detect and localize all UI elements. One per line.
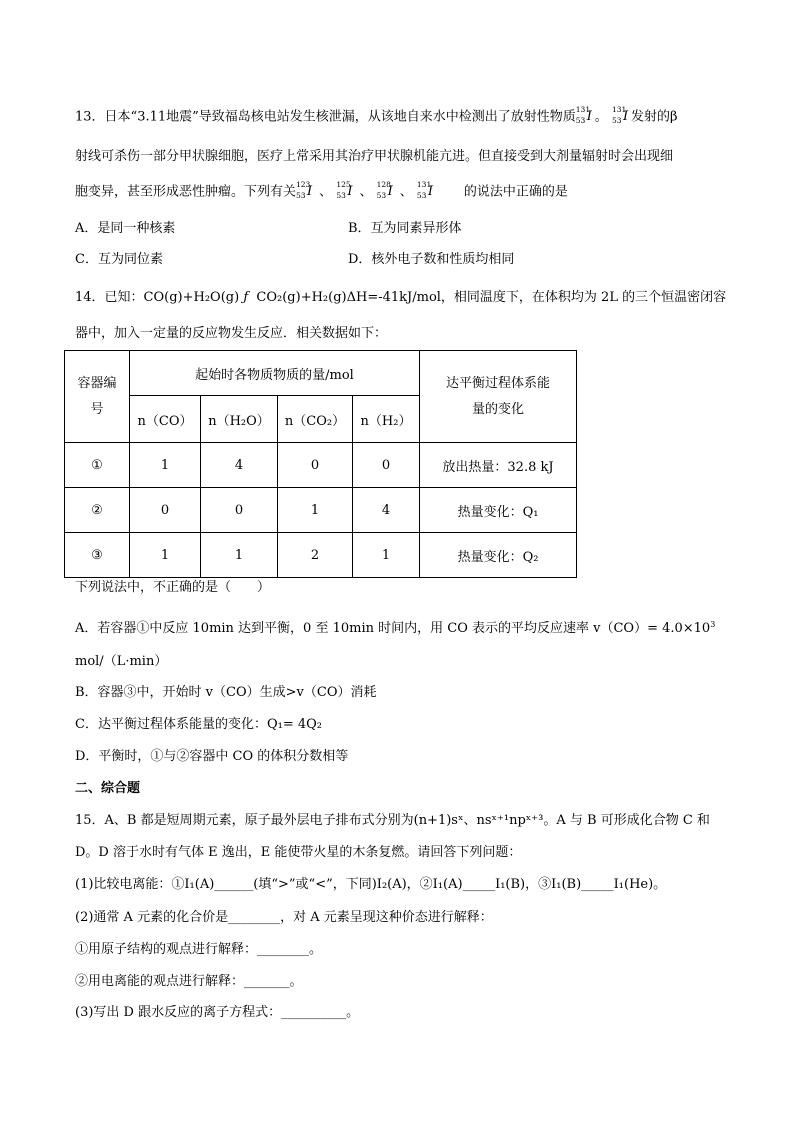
q13-line-1: 13．日本“3.11地震”导致福岛核电站发生核泄漏，从该地自来水中检测出了放射性物质 131 53 I 。 131 53 I 发射的β — [75, 105, 678, 125]
header-energy-change: 达平衡过程体系能量的变化 — [420, 351, 577, 443]
q13-option-c: C．互为同位素 — [75, 252, 163, 267]
table-row: ② 0 0 1 4 热量变化：Q₁ — [65, 488, 577, 533]
q14-option-a: A．若容器①中反应 10min 达到平衡，0 至 10min 时间内，用 CO 表示的平均反应速率 $v(CO)= 4.0\times 10^3$ — [75, 620, 716, 636]
q15-part-2-i: ①用原子结构的观点进行解释：________。 — [75, 942, 323, 957]
nuclide-i128: 128 53 I — [376, 180, 393, 200]
table-row: ③ 1 1 2 1 热量变化：Q₂ — [65, 533, 577, 578]
q15-part-2: (2)通常 A 元素的化合价是________，对 A 元素呈现这种价态进行解释： — [75, 910, 493, 925]
q15-line-1: 15．A、B 都是短周期元素，原子最外层电子排布式分别为(n+1)sˣ、nsˣ⁺¹npˣ⁺³。A 与 B 可形成化合物 C 和 — [75, 813, 710, 828]
table-row: ① 1 4 0 0 放出热量：32.8 kJ — [65, 443, 577, 488]
q15-part-3: (3)写出 D 跟水反应的离子方程式：__________。 — [75, 1005, 360, 1020]
section-heading: 二、综合题 — [75, 781, 141, 796]
nuclide-i125: 125 53 I — [336, 180, 353, 200]
q13-option-a: A．是同一种核素 — [75, 221, 176, 236]
col-n-co: n（CO） — [130, 396, 201, 443]
q14-stem-2: 器中，加入一定量的反应物发生反应．相关数据如下： — [75, 326, 388, 341]
reaction-data-table — [64, 350, 577, 578]
q14-option-a-unit: mol/（L·min） — [75, 654, 168, 669]
col-n-co2: n（CO₂） — [278, 396, 353, 443]
q15-line-2: D。D 溶于水时有气体 E 逸出，E 能使带火星的木条复燃。请回答下列问题： — [75, 845, 522, 860]
q13-option-d: D．核外电子数和性质均相同 — [348, 252, 515, 267]
header-container: 容器编号 — [65, 351, 130, 443]
col-n-h2o: n（H₂O） — [201, 396, 278, 443]
nuclide-i131: 131 53 I — [611, 105, 629, 125]
q15-part-1: (1)比较电离能：①I₁(A)______(填“>”或“<”，下同)I₂(A)，②I₁(A)_____I₁(B)，③I₁(B)_____I₁(He)。 — [75, 877, 667, 892]
q13-line-3: 胞变异，甚至形成恶性肿瘤。下列有关 123 53 I 、 125 53 I 、 128 53 I 、 131 53 I 的说法中正确的是 — [75, 180, 568, 200]
nuclide-i131: 131 53 I — [575, 105, 592, 125]
q15-part-2-ii: ②用电离能的观点进行解释：_______。 — [75, 974, 303, 989]
header-initial-amounts: 起始时各物质物质的量/mol — [130, 351, 420, 396]
reversible-arrow-icon: ƒ — [243, 290, 249, 305]
q14-option-d: D．平衡时，①与②容器中 CO 的体积分数相等 — [75, 749, 349, 764]
nuclide-i123: 123 53 I — [296, 180, 313, 200]
q13-option-b: B．互为同素异形体 — [348, 221, 462, 236]
q14-stem-1: 14．已知：CO(g)+H₂O(g) ƒ CO₂(g)+H₂(g)ΔH=-41kJ/mol，相同温度下，在体积均为 2L 的三个恒温密闭容 — [75, 290, 727, 305]
q14-option-b: B．容器③中，开始时 v（CO）生成>v（CO）消耗 — [75, 685, 377, 700]
col-n-h2: n（H₂） — [353, 396, 420, 443]
nuclide-i131: 131 53 I — [416, 180, 434, 200]
q13-line-2: 射线可杀伤一部分甲状腺细胞，医疗上常采用其治疗甲状腺机能亢进。但直接受到大剂量辐射时会出现细 — [75, 149, 674, 164]
q14-question: 下列说法中，不正确的是（ ） — [75, 580, 271, 595]
q14-option-c: C．达平衡过程体系能量的变化：Q₁= 4Q₂ — [75, 717, 322, 732]
